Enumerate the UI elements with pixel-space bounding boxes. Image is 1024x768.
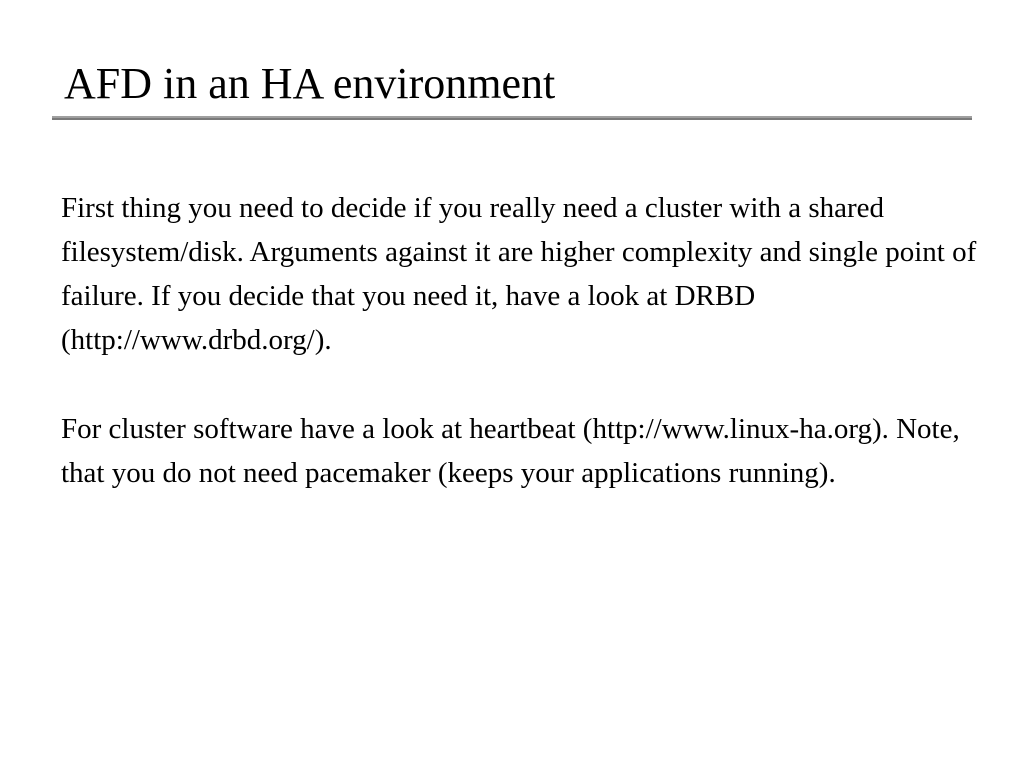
title-divider	[52, 116, 972, 120]
slide-title: AFD in an HA environment	[64, 59, 556, 108]
paragraph-heartbeat: For cluster software have a look at heartbeat (http://www.linux-ha.org). Note, that you do not need pacemaker (keeps your applications running).	[61, 413, 960, 489]
slide-body	[61, 186, 991, 495]
paragraph-drbd: First thing you need to decide if you really need a cluster with a shared filesystem/disk. Arguments against it are higher complexity and single point of failure. If you decide that you need it, have a look at DRBD (http://www.drbd.org/).	[61, 192, 977, 356]
